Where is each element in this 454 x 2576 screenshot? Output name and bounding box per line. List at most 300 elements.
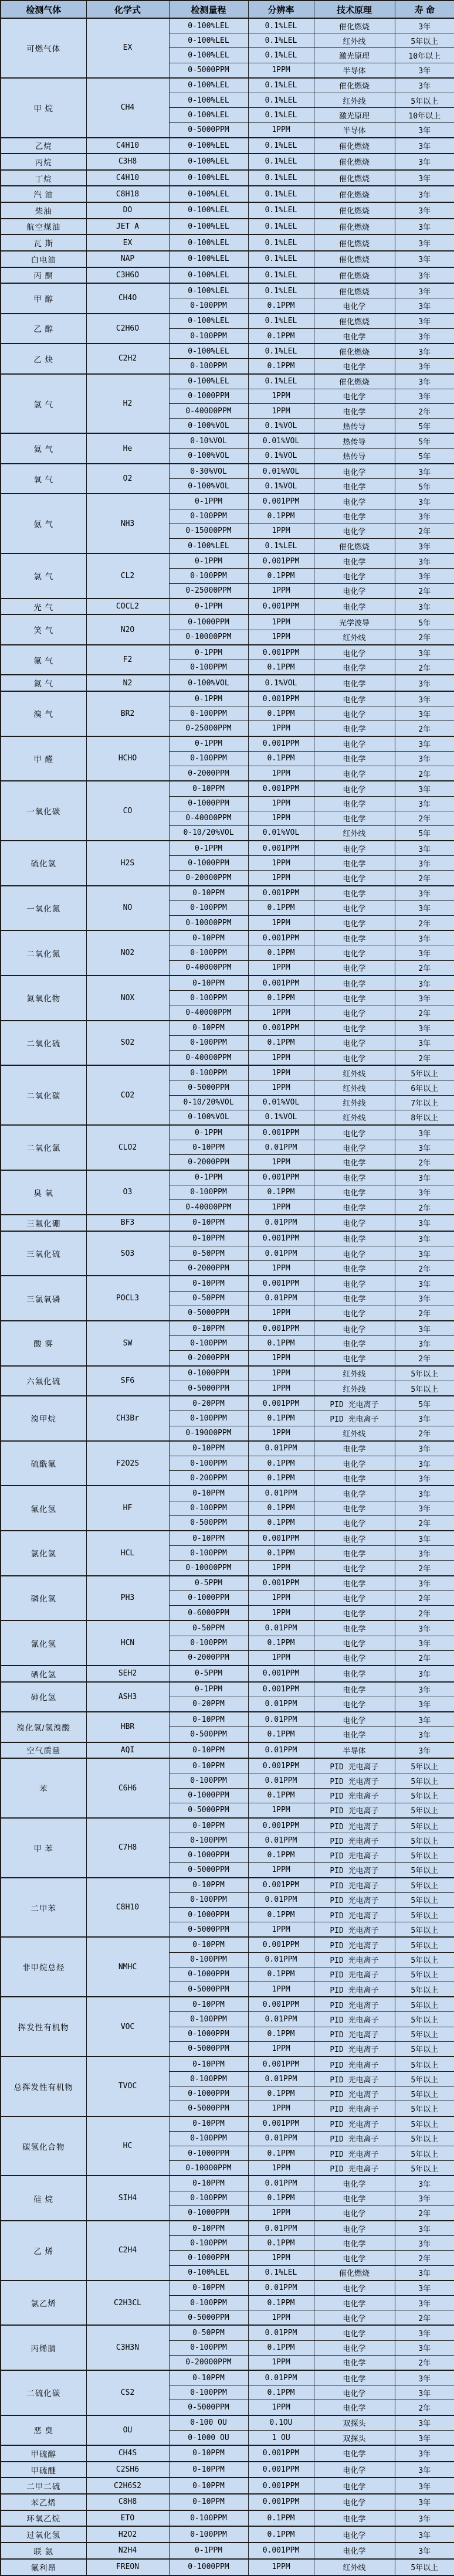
range-cell: 0-40000PPM	[169, 1005, 248, 1021]
resolution-cell: 0.001PPM	[248, 736, 314, 752]
range-cell: 0-5000PPM	[169, 2101, 248, 2116]
resolution-cell: 1PPM	[248, 1351, 314, 1366]
gas-name-cell: 氯乙烯	[1, 2281, 86, 2326]
principle-cell: 电化学	[314, 1035, 395, 1050]
lifespan-cell: 3年	[395, 1441, 454, 1456]
resolution-cell: 0.1%LEL	[248, 538, 314, 553]
range-cell: 0-100%LEL	[169, 186, 248, 202]
resolution-cell: 0.1%LEL	[248, 314, 314, 329]
table-row	[1, 1170, 454, 1185]
principle-cell: 电化学	[314, 2221, 395, 2236]
range-cell: 0-1000PPM	[169, 856, 248, 871]
resolution-cell: 1PPM	[248, 1306, 314, 1321]
principle-cell: PID 光电离子	[314, 1967, 395, 1982]
resolution-cell: 0.001PPM	[248, 599, 314, 615]
resolution-cell: 1PPM	[248, 1561, 314, 1576]
range-cell: 0-5000PPM	[169, 1381, 248, 1396]
range-cell: 0-10PPM	[169, 1215, 248, 1231]
range-cell: 0-1PPM	[169, 691, 248, 706]
range-cell: 0-100PPM	[169, 569, 248, 583]
resolution-cell: 1PPM	[248, 1650, 314, 1666]
range-cell: 0-10PPM	[169, 1441, 248, 1456]
lifespan-cell: 3年	[395, 170, 454, 186]
lifespan-cell: 3年	[395, 1276, 454, 1291]
resolution-cell: 1PPM	[248, 811, 314, 825]
lifespan-cell: 3年	[395, 138, 454, 154]
resolution-cell: 0.1%LEL	[248, 219, 314, 235]
gas-name-cell: 氢 气	[1, 374, 86, 434]
range-cell: 0-40000PPM	[169, 960, 248, 976]
formula-cell: O3	[86, 1170, 169, 1215]
range-cell: 0-100PPM	[169, 1952, 248, 1967]
lifespan-cell: 5年	[395, 479, 454, 494]
range-cell: 0-10PPM	[169, 1140, 248, 1155]
principle-cell: 电化学	[314, 509, 395, 524]
principle-cell: 电化学	[314, 1021, 395, 1036]
lifespan-cell: 3年	[395, 2325, 454, 2340]
principle-cell: 电化学	[314, 1531, 395, 1546]
resolution-cell: 0.1PPM	[248, 1515, 314, 1531]
resolution-cell: 1PPM	[248, 2101, 314, 2116]
lifespan-cell: 3年	[395, 2385, 454, 2400]
lifespan-cell: 3年	[395, 736, 454, 752]
lifespan-cell: 5年以上	[395, 1381, 454, 1396]
range-cell: 0-100PPM	[169, 359, 248, 374]
lifespan-cell: 10年以上	[395, 48, 454, 63]
principle-cell: 电化学	[314, 721, 395, 736]
principle-cell: 电化学	[314, 916, 395, 931]
lifespan-cell: 6年以上	[395, 1080, 454, 1095]
resolution-cell: 0.1%LEL	[248, 235, 314, 251]
gas-name-cell: 航空煤油	[1, 219, 86, 235]
lifespan-cell: 3年	[395, 1682, 454, 1697]
resolution-cell: 0.001PPM	[248, 1758, 314, 1773]
range-cell: 0-50PPM	[169, 2325, 248, 2340]
resolution-cell: 0.001PPM	[248, 691, 314, 706]
resolution-cell: 0.1%LEL	[248, 344, 314, 359]
resolution-cell: 0.1%VOL	[248, 479, 314, 494]
lifespan-cell: 3年	[395, 314, 454, 329]
lifespan-cell: 3年	[395, 645, 454, 660]
gas-name-cell: 二氧化硫	[1, 1021, 86, 1066]
table-row	[1, 2494, 454, 2510]
formula-cell: AQI	[86, 1742, 169, 1759]
principle-cell: 催化燃烧	[314, 267, 395, 284]
range-cell: 0-100%LEL	[169, 202, 248, 219]
range-cell: 0-1000PPM	[169, 2146, 248, 2161]
range-cell: 0-100PPM	[169, 2340, 248, 2355]
lifespan-cell: 5年以上	[395, 1803, 454, 1818]
lifespan-cell: 5年以上	[395, 1366, 454, 1381]
principle-cell: 电化学	[314, 583, 395, 599]
table-row	[1, 186, 454, 202]
principle-cell: 电化学	[314, 2478, 395, 2494]
resolution-cell: 1PPM	[248, 766, 314, 781]
resolution-cell: 0.001PPM	[248, 1937, 314, 1952]
lifespan-cell: 3年	[395, 1411, 454, 1426]
resolution-cell: 0.001PPM	[248, 2543, 314, 2559]
lifespan-cell: 3年	[395, 2191, 454, 2205]
range-cell: 0-100%LEL	[169, 154, 248, 170]
principle-cell: PID 光电离子	[314, 1982, 395, 1997]
range-cell: 0-1PPM	[169, 494, 248, 509]
table-row	[1, 1666, 454, 1682]
resolution-cell: 0.1%VOL	[248, 1110, 314, 1125]
resolution-cell: 0.01PPM	[248, 1486, 314, 1501]
gas-name-cell: 氯化氢	[1, 1531, 86, 1576]
header-row	[1, 1, 454, 18]
principle-cell: PID 光电离子	[314, 2146, 395, 2161]
resolution-cell: 0.001PPM	[248, 1396, 314, 1411]
range-cell: 0-40000PPM	[169, 1199, 248, 1215]
lifespan-cell: 3年	[395, 1215, 454, 1231]
range-cell: 0-100%LEL	[169, 93, 248, 108]
range-cell: 0-1000PPM	[169, 389, 248, 403]
lifespan-cell: 5年以上	[395, 1848, 454, 1863]
principle-cell: PID 光电离子	[314, 1908, 395, 1922]
lifespan-cell: 2年	[395, 871, 454, 886]
lifespan-cell: 2年	[395, 660, 454, 675]
formula-cell: SO3	[86, 1231, 169, 1276]
range-cell: 0-20000PPM	[169, 871, 248, 886]
lifespan-cell: 2年	[395, 1426, 454, 1441]
formula-cell: C3H6O	[86, 267, 169, 284]
formula-cell: H2	[86, 374, 169, 434]
resolution-cell: 0.1PPM	[248, 2385, 314, 2400]
lifespan-cell: 3年	[395, 1531, 454, 1546]
table-row	[1, 251, 454, 267]
gas-name-cell: 一氧化碳	[1, 781, 86, 841]
principle-cell: 电化学	[314, 1351, 395, 1366]
principle-cell: 电化学	[314, 1140, 395, 1155]
table-row	[1, 2221, 454, 2236]
range-cell: 0-10PPM	[169, 1878, 248, 1893]
formula-cell: CL2	[86, 553, 169, 599]
resolution-cell: 0.001PPM	[248, 976, 314, 991]
lifespan-cell: 3年	[395, 553, 454, 569]
range-cell: 0-5000PPM	[169, 1080, 248, 1095]
resolution-cell: 0.1PPM	[248, 900, 314, 915]
resolution-cell: 0.001PPM	[248, 2057, 314, 2072]
principle-cell: 催化燃烧	[314, 374, 395, 389]
range-cell: 0-1000PPM	[169, 796, 248, 811]
gas-name-cell: 可燃气体	[1, 18, 86, 78]
principle-cell: 电化学	[314, 1050, 395, 1065]
gas-name-cell: 臭 氧	[1, 1170, 86, 1215]
principle-cell: 电化学	[314, 1336, 395, 1351]
gas-name-cell: 环氧乙烷	[1, 2510, 86, 2527]
lifespan-cell: 2年	[395, 1591, 454, 1605]
principle-cell: PID 光电离子	[314, 1937, 395, 1952]
gas-name-cell: 氟利昂	[1, 2559, 86, 2576]
formula-cell: NH3	[86, 494, 169, 553]
lifespan-cell: 5年以上	[395, 1937, 454, 1952]
resolution-cell: 1 OU	[248, 2430, 314, 2445]
lifespan-cell: 3年	[395, 2176, 454, 2191]
formula-cell: SW	[86, 1321, 169, 1366]
range-cell: 0-100%LEL	[169, 33, 248, 48]
range-cell: 0-10/20%VOL	[169, 825, 248, 841]
formula-cell: CO	[86, 781, 169, 841]
resolution-cell: 0.001PPM	[248, 2478, 314, 2494]
formula-cell: N2	[86, 675, 169, 691]
range-cell: 0-20PPM	[169, 1396, 248, 1411]
range-cell: 0-1PPM	[169, 553, 248, 569]
range-cell: 0-100PPM	[169, 1456, 248, 1471]
range-cell: 0-100PPM	[169, 2012, 248, 2027]
resolution-cell: 1PPM	[248, 2559, 314, 2576]
resolution-cell: 0.1PPM	[248, 328, 314, 344]
principle-cell: 催化燃烧	[314, 251, 395, 267]
resolution-cell: 0.1PPM	[248, 1788, 314, 1803]
resolution-cell: 0.01%VOL	[248, 1095, 314, 1110]
resolution-cell: 1PPM	[248, 1863, 314, 1878]
range-cell: 0-100PPM	[169, 1185, 248, 1199]
principle-cell: 电化学	[314, 946, 395, 960]
lifespan-cell: 3年	[395, 569, 454, 583]
lifespan-cell: 5年以上	[395, 2161, 454, 2176]
principle-cell: 电化学	[314, 751, 395, 766]
range-cell: 0-10000PPM	[169, 630, 248, 645]
gas-name-cell: 甲 醛	[1, 736, 86, 781]
formula-cell: NMHC	[86, 1937, 169, 1997]
range-cell: 0-100PPM	[169, 1636, 248, 1650]
principle-cell: 电化学	[314, 2310, 395, 2326]
range-cell: 0-100%LEL	[169, 283, 248, 298]
range-cell: 0-10PPM	[169, 1486, 248, 1501]
gas-name-cell: 硫酰氟	[1, 1441, 86, 1486]
range-cell: 0-100%VOL	[169, 479, 248, 494]
range-cell: 0-500PPM	[169, 1515, 248, 1531]
range-cell: 0-100PPM	[169, 1411, 248, 1426]
principle-cell: 热传导	[314, 448, 395, 464]
lifespan-cell: 2年	[395, 2400, 454, 2415]
lifespan-cell: 3年	[395, 706, 454, 721]
lifespan-cell: 2年	[395, 630, 454, 645]
lifespan-cell: 3年	[395, 2510, 454, 2527]
lifespan-cell: 5年以上	[395, 1952, 454, 1967]
lifespan-cell: 3年	[395, 2462, 454, 2478]
resolution-cell: 0.1PPM	[248, 1546, 314, 1561]
principle-cell: 催化燃烧	[314, 186, 395, 202]
principle-cell: 电化学	[314, 1546, 395, 1561]
table-row	[1, 1321, 454, 1336]
principle-cell: 电化学	[314, 976, 395, 991]
lifespan-cell: 3年	[395, 2221, 454, 2236]
resolution-cell: 0.01PPM	[248, 1833, 314, 1848]
range-cell: 0-100%LEL	[169, 219, 248, 235]
formula-cell: CLO2	[86, 1125, 169, 1170]
gas-name-cell: 磷化氢	[1, 1576, 86, 1621]
gas-name-cell: 溴化氢/氢溴酸	[1, 1712, 86, 1742]
principle-cell: 催化燃烧	[314, 219, 395, 235]
principle-cell: 电化学	[314, 2462, 395, 2478]
gas-name-cell: 苯乙烯	[1, 2494, 86, 2510]
table-row	[1, 976, 454, 991]
gas-name-cell: 汽 油	[1, 186, 86, 202]
principle-cell: 红外线	[314, 1381, 395, 1396]
principle-cell: 电化学	[314, 900, 395, 915]
range-cell: 0-100PPM	[169, 2526, 248, 2543]
range-cell: 0-5000PPM	[169, 2041, 248, 2057]
lifespan-cell: 3年	[395, 1620, 454, 1636]
resolution-cell: 0.1PPM	[248, 1848, 314, 1863]
lifespan-cell: 5年	[395, 433, 454, 448]
table-row	[1, 691, 454, 706]
table-row	[1, 553, 454, 569]
gas-name-cell: 非甲烷总烃	[1, 1937, 86, 1997]
resolution-cell: 1PPM	[248, 721, 314, 736]
gas-name-cell: 柴油	[1, 202, 86, 219]
resolution-cell: 1PPM	[248, 1381, 314, 1396]
range-cell: 0-100PPM	[169, 2236, 248, 2251]
resolution-cell: 1PPM	[248, 1261, 314, 1276]
lifespan-cell: 5年以上	[395, 1773, 454, 1788]
resolution-cell: 0.1%LEL	[248, 18, 314, 33]
resolution-cell: 1PPM	[248, 796, 314, 811]
principle-cell: 电化学	[314, 1486, 395, 1501]
principle-cell: 红外线	[314, 630, 395, 645]
lifespan-cell: 5年以上	[395, 2559, 454, 2576]
principle-cell: 半导体	[314, 123, 395, 138]
range-cell: 0-10PPM	[169, 1276, 248, 1291]
range-cell: 0-100PPM	[169, 991, 248, 1005]
range-cell: 0-100PPM	[169, 1833, 248, 1848]
range-cell: 0-5000PPM	[169, 63, 248, 78]
resolution-cell: 1PPM	[248, 960, 314, 976]
principle-cell: 电化学	[314, 2355, 395, 2370]
principle-cell: 电化学	[314, 1170, 395, 1185]
table-row	[1, 170, 454, 186]
lifespan-cell: 3年	[395, 1546, 454, 1561]
resolution-cell: 0.1PPM	[248, 509, 314, 524]
table-row	[1, 2370, 454, 2385]
lifespan-cell: 5年以上	[395, 1908, 454, 1922]
resolution-cell: 0.001PPM	[248, 1666, 314, 1682]
principle-cell: 电化学	[314, 1155, 395, 1170]
resolution-cell: 0.1PPM	[248, 706, 314, 721]
principle-cell: PID 光电离子	[314, 1758, 395, 1773]
lifespan-cell: 3年	[395, 235, 454, 251]
range-cell: 0-100%VOL	[169, 448, 248, 464]
table-row	[1, 2057, 454, 2072]
resolution-cell: 1PPM	[248, 1005, 314, 1021]
resolution-cell: 0.1PPM	[248, 2086, 314, 2101]
principle-cell: 半导体	[314, 1742, 395, 1759]
resolution-cell: 0.001PPM	[248, 1682, 314, 1697]
resolution-cell: 0.1PPM	[248, 1411, 314, 1426]
lifespan-cell: 5年以上	[395, 33, 454, 48]
range-cell: 0-100PPM	[169, 2191, 248, 2205]
table-row	[1, 1366, 454, 1381]
lifespan-cell: 3年	[395, 267, 454, 284]
principle-cell: 催化燃烧	[314, 170, 395, 186]
lifespan-cell: 3年	[395, 1021, 454, 1036]
principle-cell: 红外线	[314, 1426, 395, 1441]
principle-cell: 电化学	[314, 766, 395, 781]
resolution-cell: 0.1PPM	[248, 2146, 314, 2161]
formula-cell: VOC	[86, 1997, 169, 2057]
resolution-cell: 0.1%LEL	[248, 33, 314, 48]
formula-cell: EX	[86, 18, 169, 78]
lifespan-cell: 3年	[395, 599, 454, 615]
principle-cell: 电化学	[314, 736, 395, 752]
header-range: 检测量程	[169, 1, 248, 18]
range-cell: 0-100PPM	[169, 298, 248, 314]
range-cell: 0-10000PPM	[169, 916, 248, 931]
resolution-cell: 1PPM	[248, 1155, 314, 1170]
range-cell: 0-100%VOL	[169, 1110, 248, 1125]
lifespan-cell: 5年以上	[395, 1967, 454, 1982]
principle-cell: 红外线	[314, 1080, 395, 1095]
resolution-cell: 0.1%LEL	[248, 2265, 314, 2281]
range-cell: 0-2000PPM	[169, 1155, 248, 1170]
lifespan-cell: 5年以上	[395, 2012, 454, 2027]
resolution-cell: 0.01PPM	[248, 1773, 314, 1788]
gas-name-cell: 六氟化硫	[1, 1366, 86, 1396]
lifespan-cell: 3年	[395, 1170, 454, 1185]
resolution-cell: 0.01PPM	[248, 1712, 314, 1727]
principle-cell: PID 光电离子	[314, 1922, 395, 1938]
resolution-cell: 0.1PPM	[248, 2296, 314, 2310]
formula-cell: He	[86, 433, 169, 464]
resolution-cell: 1PPM	[248, 1426, 314, 1441]
principle-cell: 电化学	[314, 645, 395, 660]
range-cell: 0-100PPM	[169, 2131, 248, 2146]
range-cell: 0-10PPM	[169, 2281, 248, 2296]
lifespan-cell: 2年	[395, 1261, 454, 1276]
resolution-cell: 0.1PPM	[248, 1185, 314, 1199]
gas-name-cell: 丙烷	[1, 154, 86, 170]
formula-cell: HCL	[86, 1531, 169, 1576]
formula-cell: HC	[86, 2116, 169, 2176]
gas-name-cell: 硒化氢	[1, 1666, 86, 1682]
principle-cell: 电化学	[314, 1215, 395, 1231]
lifespan-cell: 3年	[395, 1576, 454, 1591]
range-cell: 0-5000PPM	[169, 1306, 248, 1321]
table-row	[1, 2445, 454, 2462]
resolution-cell: 0.1PPM	[248, 2236, 314, 2251]
formula-cell: COCL2	[86, 599, 169, 615]
table-row	[1, 464, 454, 479]
gas-name-cell: 甲 烷	[1, 78, 86, 138]
principle-cell: 电化学	[314, 494, 395, 509]
range-cell: 0-50PPM	[169, 1291, 248, 1306]
lifespan-cell: 5年以上	[395, 1922, 454, 1938]
resolution-cell: 0.01PPM	[248, 1215, 314, 1231]
resolution-cell: 0.01PPM	[248, 1140, 314, 1155]
range-cell: 0-100PPM	[169, 2296, 248, 2310]
lifespan-cell: 2年	[395, 811, 454, 825]
lifespan-cell: 3年	[395, 900, 454, 915]
gas-name-cell: 乙 烯	[1, 2221, 86, 2281]
range-cell: 0-10PPM	[169, 2221, 248, 2236]
range-cell: 0-1000PPM	[169, 1908, 248, 1922]
range-cell: 0-1PPM	[169, 736, 248, 752]
resolution-cell: 0.1PPM	[248, 2191, 314, 2205]
range-cell: 0-100%LEL	[169, 235, 248, 251]
formula-cell: C8H18	[86, 186, 169, 202]
lifespan-cell: 3年	[395, 1636, 454, 1650]
resolution-cell: 1PPM	[248, 1080, 314, 1095]
lifespan-cell: 2年	[395, 2251, 454, 2265]
resolution-cell: 0.01PPM	[248, 2281, 314, 2296]
resolution-cell: 0.1%VOL	[248, 448, 314, 464]
resolution-cell: 0.1OU	[248, 2415, 314, 2431]
lifespan-cell: 7年以上	[395, 1095, 454, 1110]
principle-cell: PID 光电离子	[314, 2161, 395, 2176]
resolution-cell: 0.1%LEL	[248, 251, 314, 267]
